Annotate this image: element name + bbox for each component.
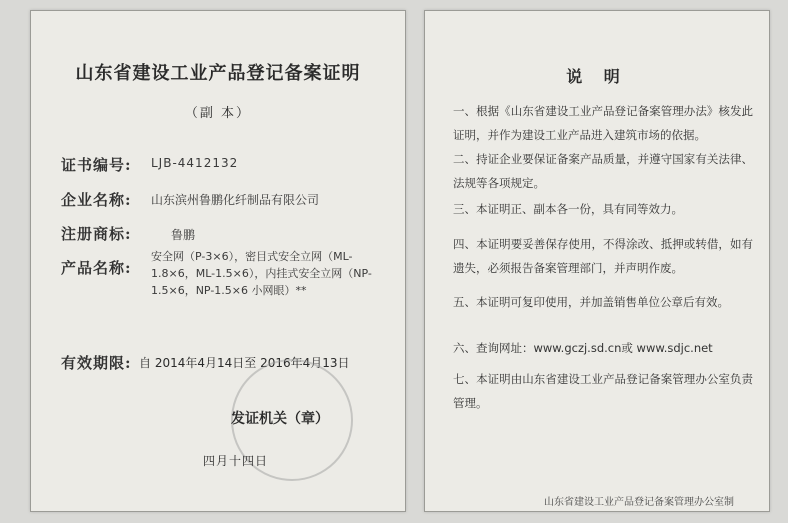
explanation-item-5: 五、本证明可复印使用，并加盖销售单位公章后有效。: [453, 295, 729, 309]
explanation-item-3: 三、本证明正、副本各一份，具有同等效力。: [453, 202, 683, 216]
certificate-no-value: LJB-4412132: [151, 156, 239, 170]
certificate-title: 山东省建设工业产品登记备案证明: [75, 63, 361, 84]
explanation-item-7: 七、本证明由山东省建设工业产品登记备案管理办公室负责管理。: [453, 372, 753, 410]
explanation-page: [424, 10, 770, 512]
certificate-no-label: 证书编号:: [61, 156, 132, 174]
trademark-label: 注册商标:: [61, 225, 132, 243]
explanation-item-6: 六、查询网址：www.gczj.sd.cn或 www.sdjc.net: [453, 341, 713, 355]
product-label: 产品名称:: [61, 259, 132, 277]
explanation-item-2: 二、持证企业要保证备案产品质量，并遵守国家有关法律、法规等各项规定。: [453, 152, 753, 190]
company-value: 山东滨州鲁鹏化纤制品有限公司: [151, 193, 320, 207]
issue-date: 四月十四日: [203, 454, 269, 468]
explanation-title: 说 明: [566, 67, 628, 86]
validity-label: 有效期限:: [61, 354, 132, 372]
product-value: 安全网（P-3×6），密目式安全立网（ML-1.8×6，ML-1.5×6），内挂式安全立网（NP-1.5×6，NP-1.5×6 小网眼）**: [151, 250, 372, 297]
issuer-label: 发证机关（章）: [231, 411, 329, 427]
explanation-item-1: 一、根据《山东省建设工业产品登记备案管理办法》核发此证明，并作为建设工业产品进入建筑市场的依据。: [453, 104, 753, 142]
validity-value: 自 2014年4月14日至 2016年4月13日: [139, 356, 350, 370]
footer-issuer: 山东省建设工业产品登记备案管理办公室制: [544, 497, 734, 508]
explanation-item-4: 四、本证明要妥善保存使用，不得涂改、抵押或转借，如有遗失，必须报告备案管理部门，并声明作废。: [453, 237, 753, 275]
copy-label: （副 本）: [184, 106, 252, 121]
trademark-value: 鲁鹏: [171, 228, 196, 242]
certificate-page: [30, 10, 406, 512]
company-label: 企业名称:: [61, 191, 132, 209]
